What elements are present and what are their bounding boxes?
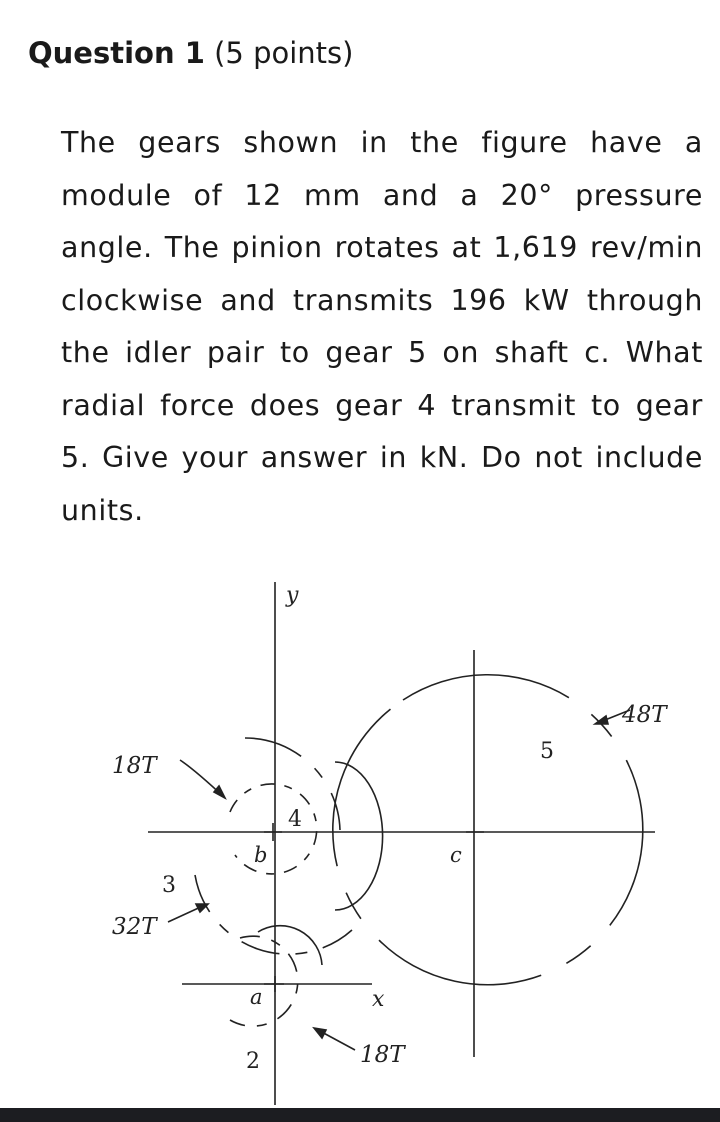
teeth-32t: 32T xyxy=(112,914,157,940)
gear-5-circle xyxy=(333,675,643,985)
question-points: (5 points) xyxy=(214,36,354,70)
teeth-48t: 48T xyxy=(622,702,667,728)
shaft-a-label: a xyxy=(250,985,263,1009)
question-title: Question 1 xyxy=(28,36,205,70)
question-header xyxy=(28,36,353,70)
gear-3-label: 3 xyxy=(162,873,176,898)
teeth-18t-left: 18T xyxy=(112,753,157,779)
question-text: The gears shown in the figure have a module of 12 mm and a 20° pressure angle. The pinion rotates at 1,619 rev/min clockwise and transmits 196 kW through the idler pair to gear 5 on shaft c. What radial force does gear 4 transmit to gear 5. Give your answer in kN. Do not include units. xyxy=(61,126,703,527)
shaft-b-label: b xyxy=(254,843,268,867)
gear-train-figure xyxy=(0,560,720,1105)
gear-5-label: 5 xyxy=(540,739,554,764)
gear-2-inner xyxy=(258,926,322,965)
axis-y-label: y xyxy=(286,583,299,608)
axis-x-label: x xyxy=(372,987,385,1012)
bottom-bar xyxy=(0,1108,720,1122)
gear-2-label: 2 xyxy=(246,1049,260,1074)
gear-3-lower xyxy=(195,875,352,954)
teeth-18t-bottom: 18T xyxy=(360,1042,405,1068)
gear-diagram xyxy=(0,560,720,1105)
gear-4-circle xyxy=(335,762,383,910)
shaft-c-label: c xyxy=(450,843,462,867)
gear-4-label: 4 xyxy=(288,807,302,832)
gear-2-circle xyxy=(230,936,298,1026)
